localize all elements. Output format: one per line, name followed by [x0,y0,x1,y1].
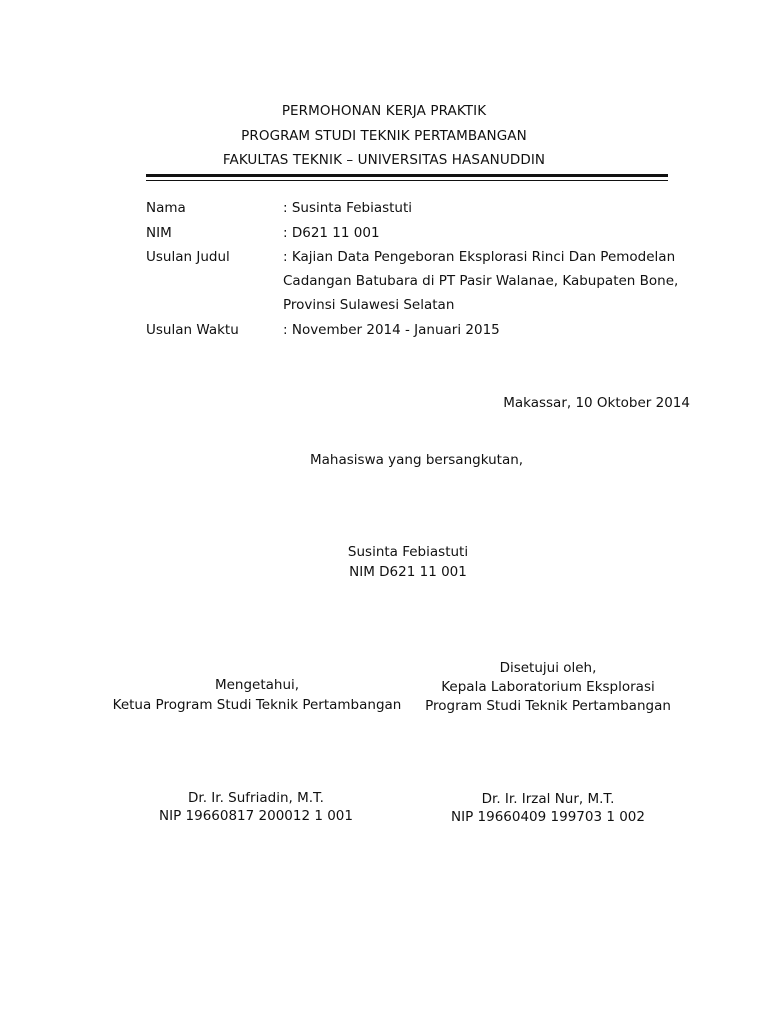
student-heading: Mahasiswa yang bersangkutan, [310,452,524,468]
nim-label: NIM [146,225,172,241]
left-signatory-name: Dr. Ir. Sufriadin, M.T. [188,790,324,806]
right-signatory-name: Dr. Ir. Irzal Nur, M.T. [481,791,615,807]
right-signatory-position: Kepala Laboratorium Eksplorasi [441,679,655,695]
left-signatory-title: Mengetahui, [214,677,300,693]
waktu-value: : November 2014 - Januari 2015 [283,322,500,338]
left-signatory-position: Ketua Program Studi Teknik Pertambangan [112,697,402,713]
nama-label: Nama [146,200,186,216]
header-rule-thick [146,174,668,177]
right-signatory-title: Disetujui oleh, [499,660,597,676]
right-signatory-program: Program Studi Teknik Pertambangan [425,698,671,714]
student-name: Susinta Febiastuti [347,544,469,560]
nim-value: : D621 11 001 [283,225,380,241]
header-program: PROGRAM STUDI TEKNIK PERTAMBANGAN [241,128,527,144]
header-faculty: FAKULTAS TEKNIK – UNIVERSITAS HASANUDDIN [222,152,546,168]
header-title: PERMOHONAN KERJA PRAKTIK [281,103,487,119]
student-nim: NIM D621 11 001 [349,564,467,580]
left-signatory-nip: NIP 19660817 200012 1 001 [159,808,353,824]
judul-value-line-3: Provinsi Sulawesi Selatan [283,297,455,313]
nama-value: : Susinta Febiastuti [283,200,413,216]
header-rule-thin [146,180,668,181]
judul-value-line-2: Cadangan Batubara di PT Pasir Walanae, Kabupaten Bone, [283,273,679,289]
judul-label: Usulan Judul [146,249,230,265]
place-date: Makassar, 10 Oktober 2014 [503,395,690,411]
judul-value-line-1: : Kajian Data Pengeboran Eksplorasi Rinci Dan Pemodelan [283,249,676,265]
waktu-label: Usulan Waktu [146,322,239,338]
right-signatory-nip: NIP 19660409 199703 1 002 [451,809,645,825]
